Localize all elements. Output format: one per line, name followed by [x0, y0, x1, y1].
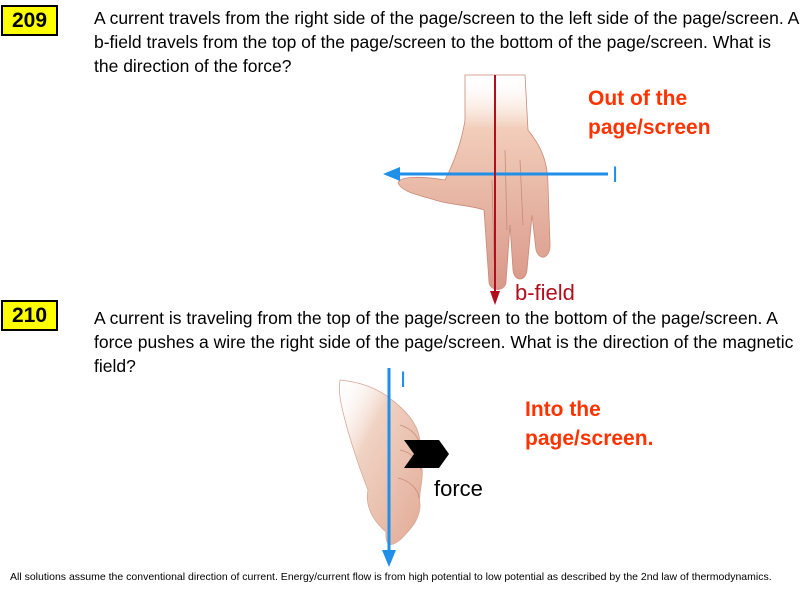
current-label: I	[612, 162, 619, 187]
answer-line-1: Out of the	[588, 87, 688, 110]
problem-number-badge: 210	[1, 300, 58, 331]
answer-line-1: Into the	[525, 398, 601, 421]
footnote: All solutions assume the conventional direction of current. Energy/current flow is from high potential to low potential as described by the 2nd law of thermodynamics.	[10, 571, 772, 583]
answer-text	[525, 395, 653, 453]
question-text: A current travels from the right side of the page/screen to the left side of the page/screen. A b-field travels from the top of the page/screen to the bottom of the page/screen. What is the direction of the force?	[94, 8, 799, 76]
open-hand-icon	[398, 75, 550, 290]
question-text: A current is traveling from the top of the page/screen to the bottom of the page/screen. A force pushes a wire the right side of the page/screen. What is the direction of the magnetic field?	[94, 308, 794, 376]
field-label: b-field	[515, 280, 575, 305]
answer-line-2: page/screen.	[525, 427, 654, 450]
answer-text	[588, 84, 711, 142]
force-label: force	[434, 476, 483, 501]
answer-line-2: page/screen	[588, 116, 711, 139]
current-label: I	[400, 367, 407, 392]
problem-number-badge: 209	[1, 5, 58, 36]
